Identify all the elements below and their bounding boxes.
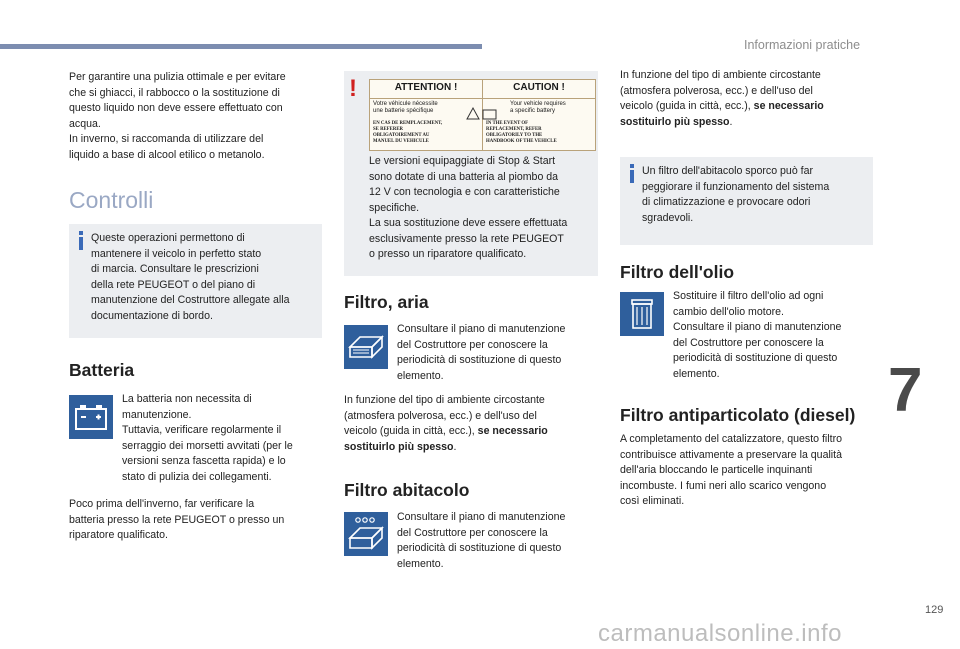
battery-heading: Batteria — [69, 360, 135, 380]
page-number: 129 — [925, 604, 944, 616]
air-filter-text: Consultare il piano di manutenzione del Costruttore per conoscere la periodicità di sostituzione di questo elemento. — [397, 323, 566, 382]
label-en-text: Your vehicle requires a specific battery — [510, 101, 566, 114]
cabin-filter-icon — [344, 512, 388, 556]
controls-heading: Controlli — [69, 187, 154, 213]
battery-icon — [69, 395, 113, 439]
battery-text: La batteria non necessita di manutenzione. Tuttavia, verificare regolarmente il serraggio dei morsetti avvitati (per le versioni senza fascetta rapida) e lo stato di pulizia dei collegamenti. — [122, 393, 293, 483]
label-en-bottom: IN THE EVENT OF REPLACEMENT, REFER OBLIGATORILY TO THE HANDBOOK OF THE VEHICLE — [486, 121, 557, 144]
watermark: carmanualsonline.info — [598, 620, 842, 647]
battery-warning-panel — [344, 71, 598, 276]
warning-text: Le versioni equipaggiate di Stop & Start sono dotate di una batteria al piombo da 12 V con tecnologia e con caratteristiche specifiche. La sua sostituzione deve essere effettuata esclusivamente presso la rete PEUGEOT o presso un riparatore qualificato. — [369, 155, 568, 260]
controls-info-box — [69, 224, 322, 338]
cabin-info-box — [620, 157, 873, 245]
oil-filter-heading: Filtro dell'olio — [620, 262, 735, 282]
oil-filter-icon — [620, 292, 664, 336]
warning-icon: ! — [349, 75, 357, 102]
label-fr-text: Votre véhicule nécessite une batterie spécifique — [373, 101, 438, 114]
info-icon — [79, 231, 83, 249]
air-filter-icon — [344, 325, 388, 369]
dpf-text: A completamento del catalizzatore, questo filtro contribuisce attivamente a preservare la qualità dell'aria bloccando le particelle inquinanti incombuste. I fumi neri allo scarico vengono così eliminati. — [620, 433, 842, 507]
oil-filter-text: Sostituire il filtro dell'olio ad ogni cambio dell'olio motore. Consultare il piano di manutenzione del Costruttore per conoscere la periodicità di sostituzione di questo elemento. — [673, 290, 842, 380]
air-filter-after-text: In funzione del tipo di ambiente circostante (atmosfera polverosa, ecc.) e dell'uso del veicolo (guida in città, ecc.), se necessario sostituirlo più spesso. — [344, 394, 548, 453]
header-rule — [0, 44, 482, 49]
label-fr-bottom: EN CAS DE REMPLACEMENT, SE REFERER OBLIGATOIREMENT AU MANUEL DU VEHICULE — [373, 121, 443, 144]
section-title: Informazioni pratiche — [744, 38, 861, 52]
cabin-intro-text: In funzione del tipo di ambiente circostante (atmosfera polverosa, ecc.) e dell'uso del veicolo (guida in città, ecc.), se necessario sostituirlo più spesso. — [620, 69, 824, 128]
label-attention: ATTENTION ! — [394, 82, 458, 93]
air-filter-heading: Filtro, aria — [344, 292, 429, 312]
label-caution: CAUTION ! — [513, 82, 565, 93]
info-text: Queste operazioni permettono di mantenere il veicolo in perfetto stato di marcia. Consultare le prescrizioni della rete PEUGEOT o del piano di manutenzione del Costruttore allegate alla documentazione di bordo. — [91, 232, 290, 322]
dpf-heading: Filtro antiparticolato (diesel) — [620, 405, 856, 425]
intro-paragraph: Per garantire una pulizia ottimale e per evitare che si ghiacci, il rabbocco o la sostituzione di questo liquido non deve essere effettuato con acqua. In inverno, si raccomanda di utilizzare del liquido a base di alcool etilico o metanolo. — [69, 71, 286, 161]
battery-after-text: Poco prima dell'inverno, far verificare la batteria presso la rete PEUGEOT o presso un riparatore qualificato. — [69, 498, 285, 541]
chapter-number: 7 — [888, 356, 923, 425]
chapter-tab — [888, 356, 948, 425]
info-text: Un filtro dell'abitacolo sporco può far peggiorare il funzionamento del sistema di climatizzazione e provocare odori sgradevoli. — [642, 165, 830, 224]
info-icon — [630, 164, 634, 182]
battery-label-image — [369, 79, 596, 151]
cabin-filter-heading: Filtro abitacolo — [344, 480, 470, 500]
cabin-filter-text: Consultare il piano di manutenzione del Costruttore per conoscere la periodicità di sostituzione di questo elemento. — [397, 511, 566, 570]
